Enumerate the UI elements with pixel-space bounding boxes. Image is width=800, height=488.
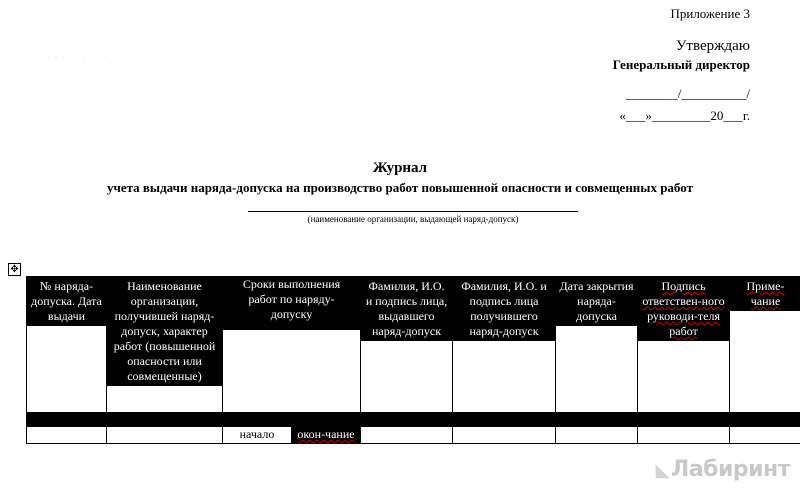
organization-caption: (наименование организации, выдающей наряд-допуск) (307, 214, 519, 224)
signature-line: ________/__________/ (625, 86, 750, 101)
approve-label: Утверждаю (675, 38, 750, 54)
col-issuer (361, 277, 453, 413)
col-terms (223, 277, 361, 413)
col-note (730, 277, 800, 413)
header-row (27, 277, 800, 413)
table-move-handle-icon[interactable]: ✥ (8, 263, 21, 276)
col-end (292, 427, 361, 444)
document-subtitle: учета выдачи наряда-допуска на производство работ повышенной опасности и совмещенных работ (107, 180, 693, 195)
col-organization-label: Наименование организации, получившей наряд-допуск, характер работ (повышенной опасности или совмещенные) (107, 277, 222, 386)
organization-line (248, 211, 578, 212)
col-number-date-label: № наряда-допуска. Дата выдачи (27, 277, 106, 326)
divider-row (27, 413, 800, 427)
col-start (223, 427, 292, 444)
col-close-date-label: Дата закрытия наряда-допуска (556, 277, 637, 326)
col-organization (107, 277, 223, 413)
col-receiver-label: Фамилия, И.О. и подпись лица получившего наряд-допуск (453, 277, 555, 341)
appendix-label: Приложение 3 (670, 6, 750, 21)
director-label: Генеральный директор (612, 57, 750, 72)
col-terms-label: Сроки выполнения работ по наряду-допуску (229, 277, 354, 322)
col-close-date (556, 277, 638, 413)
date-line: «___»_________20___г. (619, 108, 750, 123)
watermark-text: Лабиринт (670, 457, 790, 482)
journal-table (26, 276, 800, 444)
col-end-label: окон-чание (293, 427, 358, 442)
col-start-label: начало (239, 427, 275, 441)
bird-logo-icon: ◣ (655, 460, 669, 481)
watermark-logo (656, 457, 790, 482)
subheader-row (27, 427, 800, 444)
col-issuer-label: Фамилия, И.О. и подпись лица, выдавшего наряд-допуск (361, 277, 452, 341)
col-responsible (638, 277, 730, 413)
col-receiver (453, 277, 556, 413)
document-title: Журнал (372, 160, 428, 176)
col-note-label: Приме-чание (730, 277, 800, 311)
faint-background-text: · · · · · · · · · · (40, 50, 107, 64)
col-responsible-label: Подпись ответствен-ного руководи-теля работ (638, 277, 729, 341)
col-number-date (27, 277, 107, 413)
